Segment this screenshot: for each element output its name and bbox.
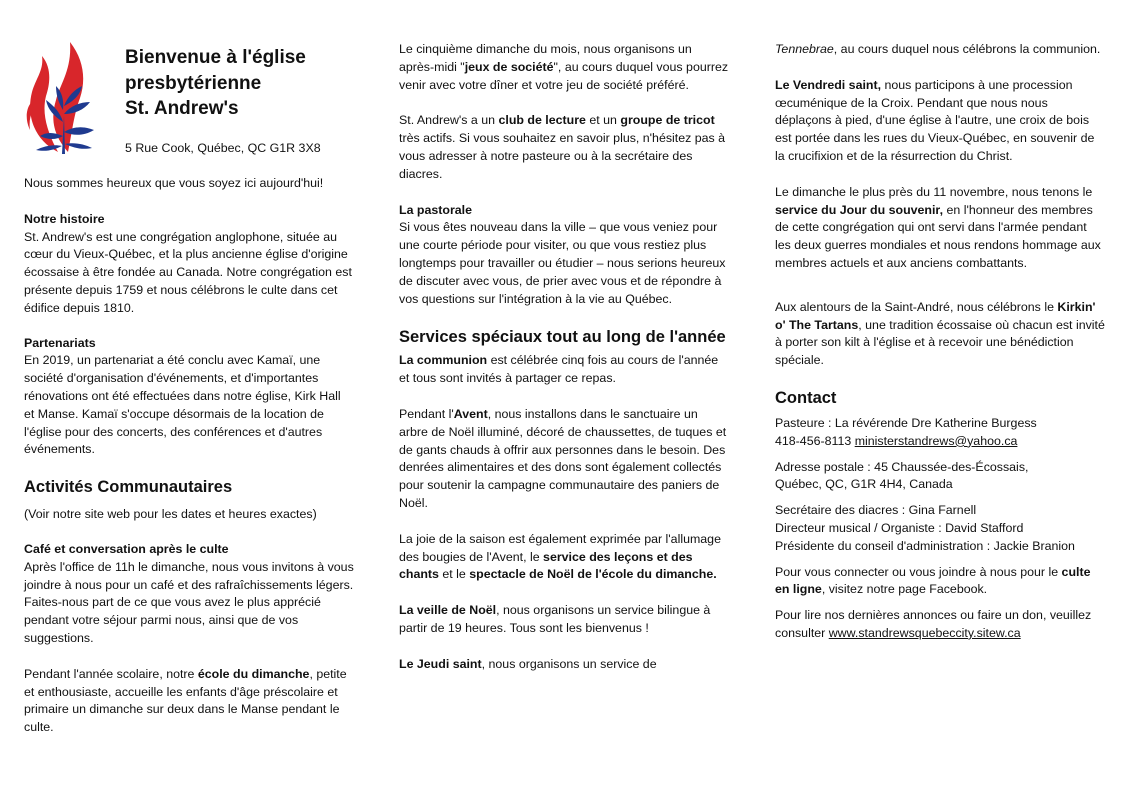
activities-heading: Activités Communautaires — [24, 478, 233, 497]
pastoral-text: Si vous êtes nouveau dans la ville – que vous veniez pour une courte période pour visiter, ou que vous restiez plus longtemps pour travailler ou étudier – nous serions heureux de discuter avec vous, de prier avec vous et de répondre à vos questions sur l'intégration à la vie au Québec. — [399, 220, 726, 306]
church-title — [125, 45, 306, 122]
board-president-line: Présidente du conseil d'administration : Jackie Branion — [775, 538, 1075, 553]
website-link[interactable]: www.standrewsquebeccity.sitew.ca — [828, 625, 1021, 640]
advent-text: Pendant l'Avent, nous installons dans le sanctuaire un arbre de Noël illuminé, décoré de chaussettes, de tuques et de gants chauds à offrir aux personnes dans le besoin. Des denrées alimentaires et des dons sont également collectés pour soutenir la campagne communautaire des paniers de Noël. — [399, 406, 727, 510]
phone-number: 418-456-8113 — [775, 433, 855, 448]
online-worship-text: Pour vous connecter ou vous joindre à nous pour le culte en ligne, visitez notre page Facebook. — [775, 564, 1091, 597]
header — [24, 0, 354, 170]
history-heading: Notre histoire — [24, 211, 105, 226]
good-friday-text: Le Vendredi saint, nous participons à une procession œcuménique de la Croix. Pendant que nous nous déplaçons à pied, d'une église à l'autre, une croix de bois est portée dans les rues du Vieux-Québec, en souvenir de la crucifixion et de la résurrection du Christ. — [775, 77, 1095, 163]
secretary-line: Secrétaire des diacres : Gina Farnell — [775, 503, 977, 518]
activities-note: (Voir notre site web pour les dates et heures exactes) — [24, 507, 317, 522]
title-line: St. Andrew's — [125, 98, 239, 119]
phone-email-line — [775, 433, 1105, 451]
joy-text: La joie de la saison est également exprimée par l'allumage des bougies de l'Avent, le service des leçons et des chants et le spectacle de Noël de l'école du dimanche. — [399, 531, 721, 582]
remembrance-text: Le dimanche le plus près du 11 novembre, nous tenons le service du Jour du souvenir, en l'honneur des membres de cette congrégation qui ont servi dans l'armée pendant les deux guerres mondiales et nous rendons hommage aux membres actuels et aux anciens combattants. — [775, 184, 1101, 270]
kirkin-text: Aux alentours de la Saint-André, nous célébrons le Kirkin' o' The Tartans, une tradition écossaise où chacun est invité à porter son kilt à l'église et à recevoir une bénédiction spéciale. — [775, 299, 1105, 368]
holy-thursday-text: Le Jeudi saint, nous organisons un service de — [399, 656, 657, 671]
cafe-heading: Café et conversation après le culte — [24, 541, 229, 556]
contact-heading: Contact — [775, 388, 837, 407]
club-text: St. Andrew's a un club de lecture et un groupe de tricot très actifs. Si vous souhaitez en savoir plus, n'hésitez pas à vous adresser à notre pasteure ou à la secrétaire des diacres. — [399, 113, 726, 181]
sunday-school-text: Pendant l'année scolaire, notre école du dimanche, petite et enthousiaste, accueille les enfants d'âge préscolaire et primaire un dimanche sur deux dans le Manse pendant le culte. — [24, 666, 347, 735]
communion-text: La communion est célébrée cinq fois au cours de l'année et tous sont invités à partager ce repas. — [399, 353, 719, 386]
title-line: presbytérienne — [125, 72, 262, 94]
church-address: 5 Rue Cook, Québec, QC G1R 3X8 — [125, 141, 321, 155]
postal-line-1: Adresse postale : 45 Chaussée-des-Écossais, — [775, 459, 1029, 474]
pastoral-heading: La pastorale — [399, 202, 472, 217]
column-middle — [399, 0, 729, 674]
column-left — [24, 0, 354, 737]
church-logo — [24, 40, 102, 155]
column-right — [775, 0, 1105, 643]
music-director-line: Directeur musical / Organiste : David Stafford — [775, 520, 1024, 535]
games-text: Le cinquième dimanche du mois, nous organisons un après-midi "jeux de société", au cours duquel vous pourrez venir avec votre dîner et votre jeu de société préféré. — [399, 42, 729, 92]
christmas-eve-text: La veille de Noël, nous organisons un service bilingue à partir de 19 heures. Tous sont les bienvenus ! — [399, 603, 711, 635]
partners-text: En 2019, un partenariat a été conclu avec Kamaï, une société d'organisation d'événements, et d'importantes rénovations ont été effectuées dans notre église, Kirk Hall et Manse. Kamaï s'occupe désormais de la location de l'église pour des concerts, des conférences et d'autres événements. — [24, 353, 341, 457]
history-text: St. Andrew's est une congrégation anglophone, située au cœur du Vieux-Québec, et la plus ancienne église d'origine écossaise à être fondée au Canada. Notre congrégation est présente depuis 1759 et nous célébrons le culte dans cet édifice depuis 1810. — [24, 229, 352, 315]
tenebrae-text: Tennebrae, au cours duquel nous célébrons la communion. — [775, 42, 1101, 56]
title-line: Bienvenue à l'église — [125, 47, 306, 68]
partners-heading: Partenariats — [24, 335, 96, 350]
services-heading: Services spéciaux tout au long de l'année — [399, 328, 726, 347]
pastor-line: Pasteure : La révérende Dre Katherine Burgess — [775, 415, 1037, 430]
email-link[interactable]: ministerstandrews@yahoo.ca — [854, 433, 1018, 448]
cafe-text: Après l'office de 11h le dimanche, nous vous invitons à vous joindre à nous pour un café et des rafraîchissements légers. Faites-nous part de ce que vous avez le plus apprécié pendant votre séjour parmi nous, ainsi que de vos suggestions. — [24, 559, 354, 645]
news-text: Pour lire nos dernières annonces ou faire un don, veuillez consulter www.standrewsquebeccity.sitew.ca — [775, 608, 1092, 640]
postal-line-2: Québec, QC, G1R 4H4, Canada — [775, 477, 953, 492]
welcome-text: Nous sommes heureux que vous soyez ici aujourd'hui! — [24, 176, 324, 190]
